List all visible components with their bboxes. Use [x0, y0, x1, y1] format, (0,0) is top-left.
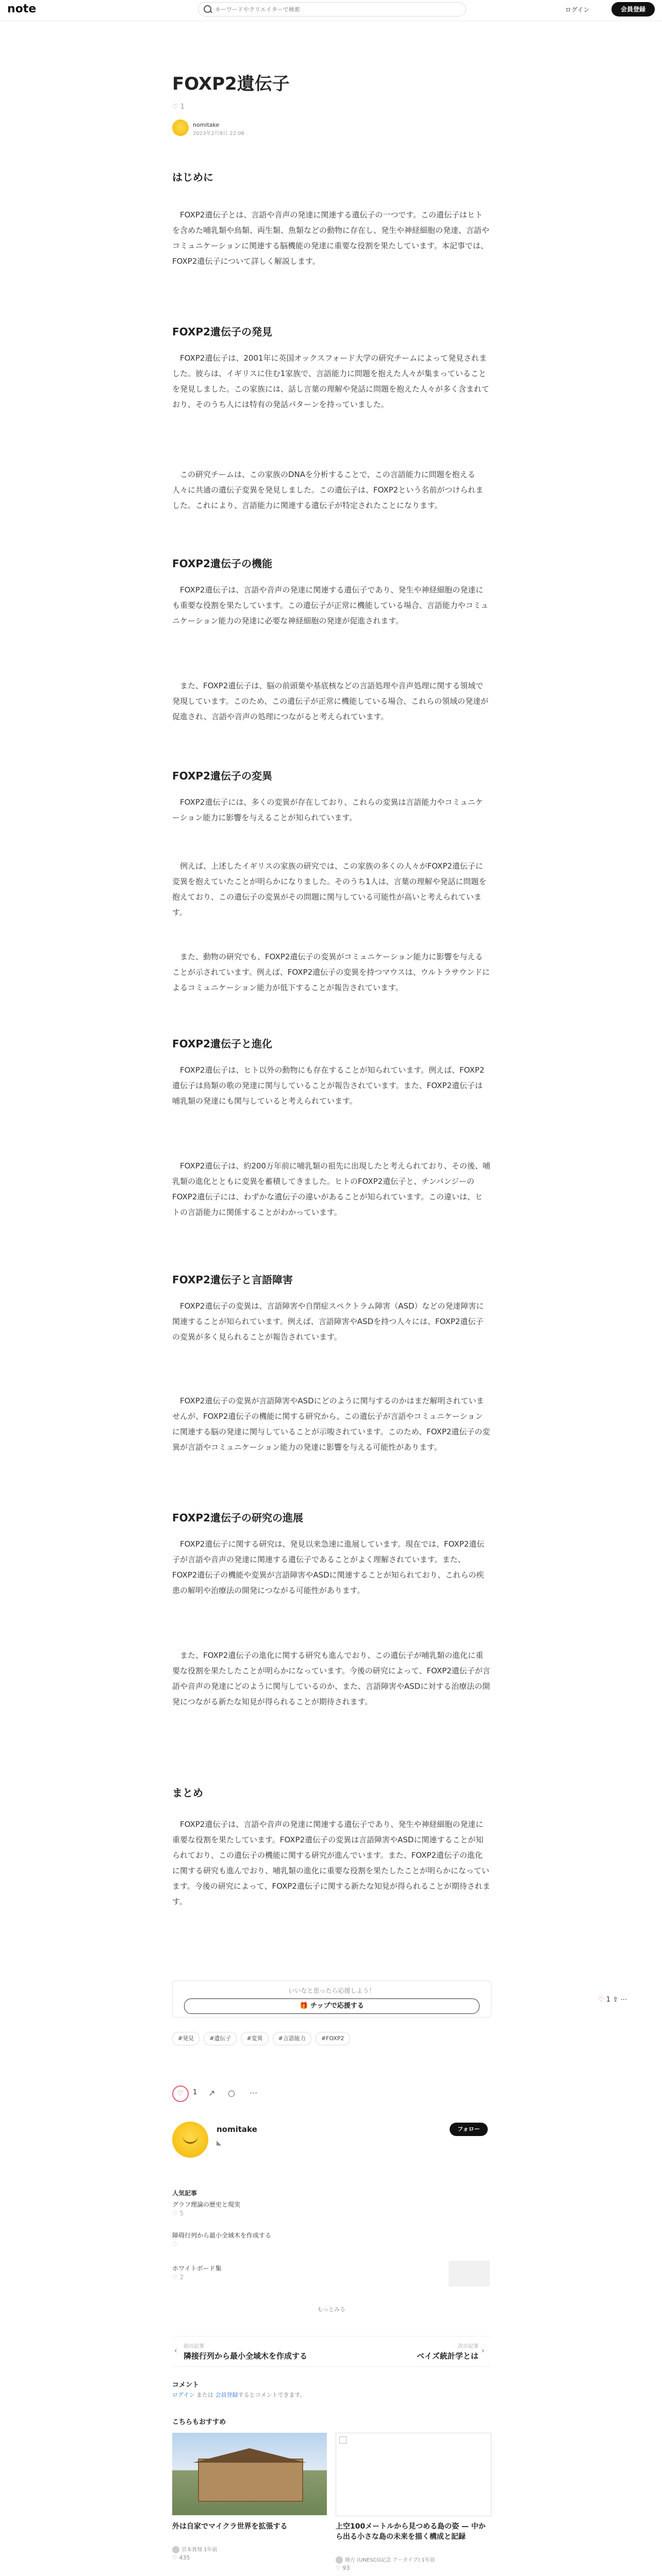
- like-count: 1: [606, 1996, 611, 2004]
- recommend-heading: こちらもおすすめ: [172, 2418, 226, 2426]
- paragraph: FOXP2遺伝子には、多くの変異が存在しており、これらの変異は言語能力やコミュニケーション能力に影響を与えることが知られています。: [172, 798, 484, 822]
- roof-shape: [193, 2448, 306, 2463]
- support-label: いいなと思ったら応援しよう！: [288, 1987, 375, 1994]
- search-input[interactable]: [214, 4, 458, 14]
- more-icon[interactable]: ⋯: [620, 1996, 627, 2004]
- comment-prompt: [172, 2391, 306, 2399]
- card-image[interactable]: [336, 2433, 491, 2516]
- rss-icon[interactable]: ◣: [217, 2139, 222, 2146]
- paragraph: FOXP2遺伝子は、約200万年前に哺乳類の祖先に出現したと考えられており、その後、哺乳類の進化とともに変異を蓄積してきました。ヒトのFOXP2遺伝子と、チンパンジーのFOXP2遺伝子には、わずかな遺伝子の違いがあることが知られています。この違いは、ヒトの言語能力に関係することがわかっています。: [172, 1161, 490, 1217]
- like-count: 1: [180, 103, 185, 111]
- comment-icon[interactable]: ○: [228, 2088, 235, 2098]
- tip-button[interactable]: [184, 1998, 479, 2014]
- section-heading: はじめに: [172, 171, 213, 183]
- like-count: 93: [342, 2565, 350, 2571]
- paragraph: FOXP2遺伝子とは、言語や音声の発達に関連する遺伝子の一つです。この遺伝子はヒトを含めた哺乳類や鳥類、両生類、魚類などの動物に存在し、発生や神経細胞の発達、言語やコミュニケーションに関連する脳機能の発達に重要な役割を果たしています。本記事では、FOXP2遺伝子について詳しく解説します。: [172, 210, 490, 266]
- paragraph: FOXP2遺伝子は、ヒト以外の動物にも存在することが知られています。例えば、FOXP2遺伝子は鳥類の歌の発達に関与していることが報告されています。また、FOXP2遺伝子は哺乳類の発達にも関与していると考えられています。: [172, 1065, 485, 1106]
- list-item[interactable]: [172, 2200, 490, 2217]
- card-author: [172, 2545, 327, 2553]
- thumbnail[interactable]: [449, 2261, 490, 2286]
- paragraph: FOXP2遺伝子は、言語や音声の発達に関連する遺伝子であり、発生や神経細胞の発達に重要な役割を果たしています。FOXP2遺伝子の変異は言語障害やASDに関連することが知られており、この遺伝子の機能に関する研究が進んでいます。また、FOXP2遺伝子の進化に関する研究も進んでおり、哺乳類の進化に重要な役割を果たしたことが明らかになっています。今後の研究によって、FOXP2遺伝子に関する新たな知見が得られることが期待されます。: [172, 1820, 490, 1906]
- login-link[interactable]: ログイン: [565, 6, 590, 13]
- comment-mid-text: または: [196, 2392, 213, 2398]
- avatar: [336, 2556, 343, 2564]
- site-header: [0, 0, 662, 21]
- card-author-name: 地方 (UNESCO記念 アーカイブ) 1年前: [345, 2557, 435, 2563]
- hashtag[interactable]: #発見: [172, 2032, 200, 2045]
- avatar: [172, 2546, 179, 2553]
- follow-button[interactable]: フォロー: [450, 2123, 488, 2136]
- chevron-right-icon[interactable]: ›: [482, 2347, 485, 2355]
- article-title: FOXP2遺伝子: [172, 74, 290, 94]
- like-button[interactable]: ♡: [172, 2086, 189, 2102]
- like-count: 2: [179, 2274, 184, 2281]
- hashtag[interactable]: #FOXP2: [316, 2032, 350, 2045]
- share-icon[interactable]: ↗: [208, 2088, 216, 2098]
- heart-icon: ♡ 2: [172, 2274, 184, 2281]
- section-heading: FOXP2遺伝子の機能: [172, 557, 272, 570]
- popular-heading: 人気記事: [172, 2190, 197, 2197]
- smile-icon: [183, 2134, 198, 2144]
- paragraph: また、FOXP2遺伝子は、脳の前頭葉や基底核などの言語処理や音声処理に関する領域で発現しています。このため、この遺伝子が正常に機能している場合、これらの領域の発達が促進され、言語や音声の処理につながると考えられています。: [172, 681, 489, 721]
- search-box[interactable]: [198, 2, 466, 16]
- gift-icon: 🎁: [300, 2002, 310, 2010]
- support-box: [172, 1980, 491, 2018]
- card-title: 上空100メートルから見つめる島の姿 — 中から出る小さな島の未来を描く構成と記録: [336, 2522, 486, 2541]
- paragraph: FOXP2遺伝子に関する研究は、発見以来急速に進展しています。現在では、FOXP2遺伝子が言語や音声の発達に関連する遺伝子であることがよく理解されています。また、FOXP2遺伝子の機能や変異が言語障害やASDに関連することが知られており、これらの疾患の解明や治療法の開発につながる可能性があります。: [172, 1539, 485, 1595]
- paragraph: また、FOXP2遺伝子の進化に関する研究も進んでおり、この遺伝子が哺乳類の進化に重要な役割を果たしたことが明らかになっています。今後の研究によって、FOXP2遺伝子が言語や音声の発達にどのように関与しているのか、また、言語障害やASDに対する治療法の開発につながる新たな知見が得られることが期待されます。: [172, 1651, 490, 1706]
- card-author: [336, 2555, 490, 2564]
- section-heading: FOXP2遺伝子の研究の進展: [172, 1512, 303, 1524]
- more-icon[interactable]: ···: [250, 2088, 258, 2098]
- card-title: 外は自家でマイクラ世界を拡張する: [172, 2522, 288, 2531]
- heart-icon: ♡ 5: [172, 2210, 184, 2217]
- paragraph: この研究チームは、この家族のDNAを分析することで、この言語能力に問題を抱える人々に共通の遺伝子変異を発見しました。この遺伝子は、FOXP2という名前がつけられました。これにより、言語能力に関連する遺伝子が特定されたことになります。: [172, 470, 484, 510]
- prev-title: 隣接行列から最小全域木を作成する: [184, 2351, 308, 2361]
- list-item[interactable]: [172, 2231, 490, 2248]
- section-heading: FOXP2遺伝子と進化: [172, 1038, 272, 1050]
- next-title: ベイズ統計学とは: [417, 2351, 478, 2361]
- more-link[interactable]: もっとみる: [317, 2306, 345, 2313]
- house-shape: [198, 2459, 303, 2502]
- tag-list: [172, 2032, 490, 2045]
- broken-image-icon: [339, 2436, 346, 2444]
- like-count: 1: [193, 2089, 197, 2096]
- like-count: 435: [179, 2554, 190, 2561]
- prev-label: 前の記事: [184, 2344, 204, 2349]
- popular-articles: [172, 2189, 490, 2281]
- author-card: [172, 2122, 490, 2168]
- paragraph: FOXP2遺伝子は、言語や音声の発達に関連する遺伝子であり、発生や神経細胞の発達にも重要な役割を果たしています。この遺伝子が正常に機能している場合、言語能力やコミュニケーション能力の発達に必要な神経細胞の発達が促進されます。: [172, 585, 489, 625]
- note-logo[interactable]: note: [7, 3, 37, 15]
- paragraph: また、動物の研究でも、FOXP2遺伝子の変異がコミュニケーション能力に影響を与えることが示されています。例えば、FOXP2遺伝子の変異を持つマウスは、ウルトラサウンドによるコミュニケーション能力が低下することが報告されています。: [172, 952, 490, 992]
- post-date: 2023年2月8日 22:06: [193, 131, 245, 137]
- card-image[interactable]: [172, 2433, 327, 2515]
- hashtag[interactable]: #変異: [241, 2032, 268, 2045]
- heart-icon: ♡: [598, 1996, 604, 2004]
- paragraph: FOXP2遺伝子の変異が言語障害やASDにどのように関与するのかはまだ解明されていませんが、FOXP2遺伝子の機能に関する研究から、この遺伝子が言語やコミュニケーションに関連する脳の発達に関与していることが示唆されています。このため、FOXP2遺伝子の変異が言語やコミュニケーション能力の発達に影響を与える可能性があります。: [172, 1396, 490, 1452]
- author-info[interactable]: [172, 120, 327, 140]
- article-nav: [172, 2336, 490, 2367]
- author-name[interactable]: nomitake: [193, 122, 220, 128]
- heart-icon: ♡: [172, 2241, 178, 2248]
- card-author-name: 宮本貴翔 1年前: [181, 2547, 218, 2553]
- list-item-label: 障碍行列から最小全域木を作成する: [172, 2232, 272, 2239]
- paragraph: 例えば、上述したイギリスの家族の研究では、この家族の多くの人々がFOXP2遺伝子に変異を抱えていたことが明らかになりました。そのうち1人は、言葉の理解や発話に問題を抱えており、この遺伝子の変異がその問題に関与している可能性が高いと考えられています。: [172, 861, 487, 917]
- card-meta: [336, 2565, 490, 2571]
- section-heading: FOXP2遺伝子の発見: [172, 326, 272, 338]
- login-link[interactable]: ログイン: [172, 2392, 195, 2398]
- hashtag[interactable]: #言語能力: [273, 2032, 311, 2045]
- hashtag[interactable]: #遺伝子: [204, 2032, 237, 2045]
- prev-article-link[interactable]: [184, 2342, 328, 2361]
- comment-tail-text: するとコメントできます。: [238, 2392, 306, 2398]
- section-heading: FOXP2遺伝子の変異: [172, 770, 272, 782]
- list-item[interactable]: [172, 2264, 490, 2281]
- avatar[interactable]: [172, 2122, 208, 2158]
- section-heading: FOXP2遺伝子と言語障害: [172, 1274, 293, 1286]
- author-name[interactable]: nomitake: [217, 2125, 257, 2134]
- next-label: 次の記事: [458, 2344, 478, 2349]
- signup-link[interactable]: 会員登録: [215, 2392, 238, 2398]
- article-like-count[interactable]: ♡ 1: [172, 103, 185, 111]
- search-icon: [204, 5, 211, 13]
- card-meta: [172, 2554, 327, 2561]
- next-article-link[interactable]: [334, 2342, 478, 2361]
- comment-heading: コメント: [172, 2381, 200, 2389]
- paragraph: FOXP2遺伝子の変異は、言語障害や自閉症スペクトラム障害（ASD）などの発達障害に関連することが知られています。例えば、言語障害やASDを持つ人々には、FOXP2遺伝子の変異が多く見られることが報告されています。: [172, 1301, 484, 1342]
- tip-button-label: チップで応援する: [310, 2002, 364, 2010]
- like-count: 5: [179, 2210, 184, 2217]
- floating-like[interactable]: [598, 1996, 627, 2004]
- chevron-left-icon[interactable]: ‹: [174, 2347, 177, 2355]
- heart-icon: ♡: [336, 2565, 343, 2571]
- avatar[interactable]: [172, 120, 189, 136]
- section-heading: まとめ: [172, 1787, 203, 1799]
- heart-icon: ♡: [172, 2554, 179, 2561]
- list-item-label: ホワイトボード集: [172, 2265, 222, 2272]
- list-item-label: グラフ理論の歴史と現実: [172, 2201, 241, 2208]
- action-bar: [172, 2086, 490, 2101]
- article: [172, 72, 490, 2571]
- paragraph: FOXP2遺伝子は、2001年に英国オックスフォード大学の研究チームによって発見されました。彼らは、イギリスに住む1家族で、言語能力に問題を抱えた人々が集まっていることを発見しました。この家族には、話し言葉の理解や発話に問題を抱えた人々が多く含まれており、そのうち人には特有の発話パターンを持っていました。: [172, 353, 490, 409]
- share-icon[interactable]: ⇪: [613, 1996, 619, 2004]
- signup-button[interactable]: 会員登録: [611, 2, 655, 16]
